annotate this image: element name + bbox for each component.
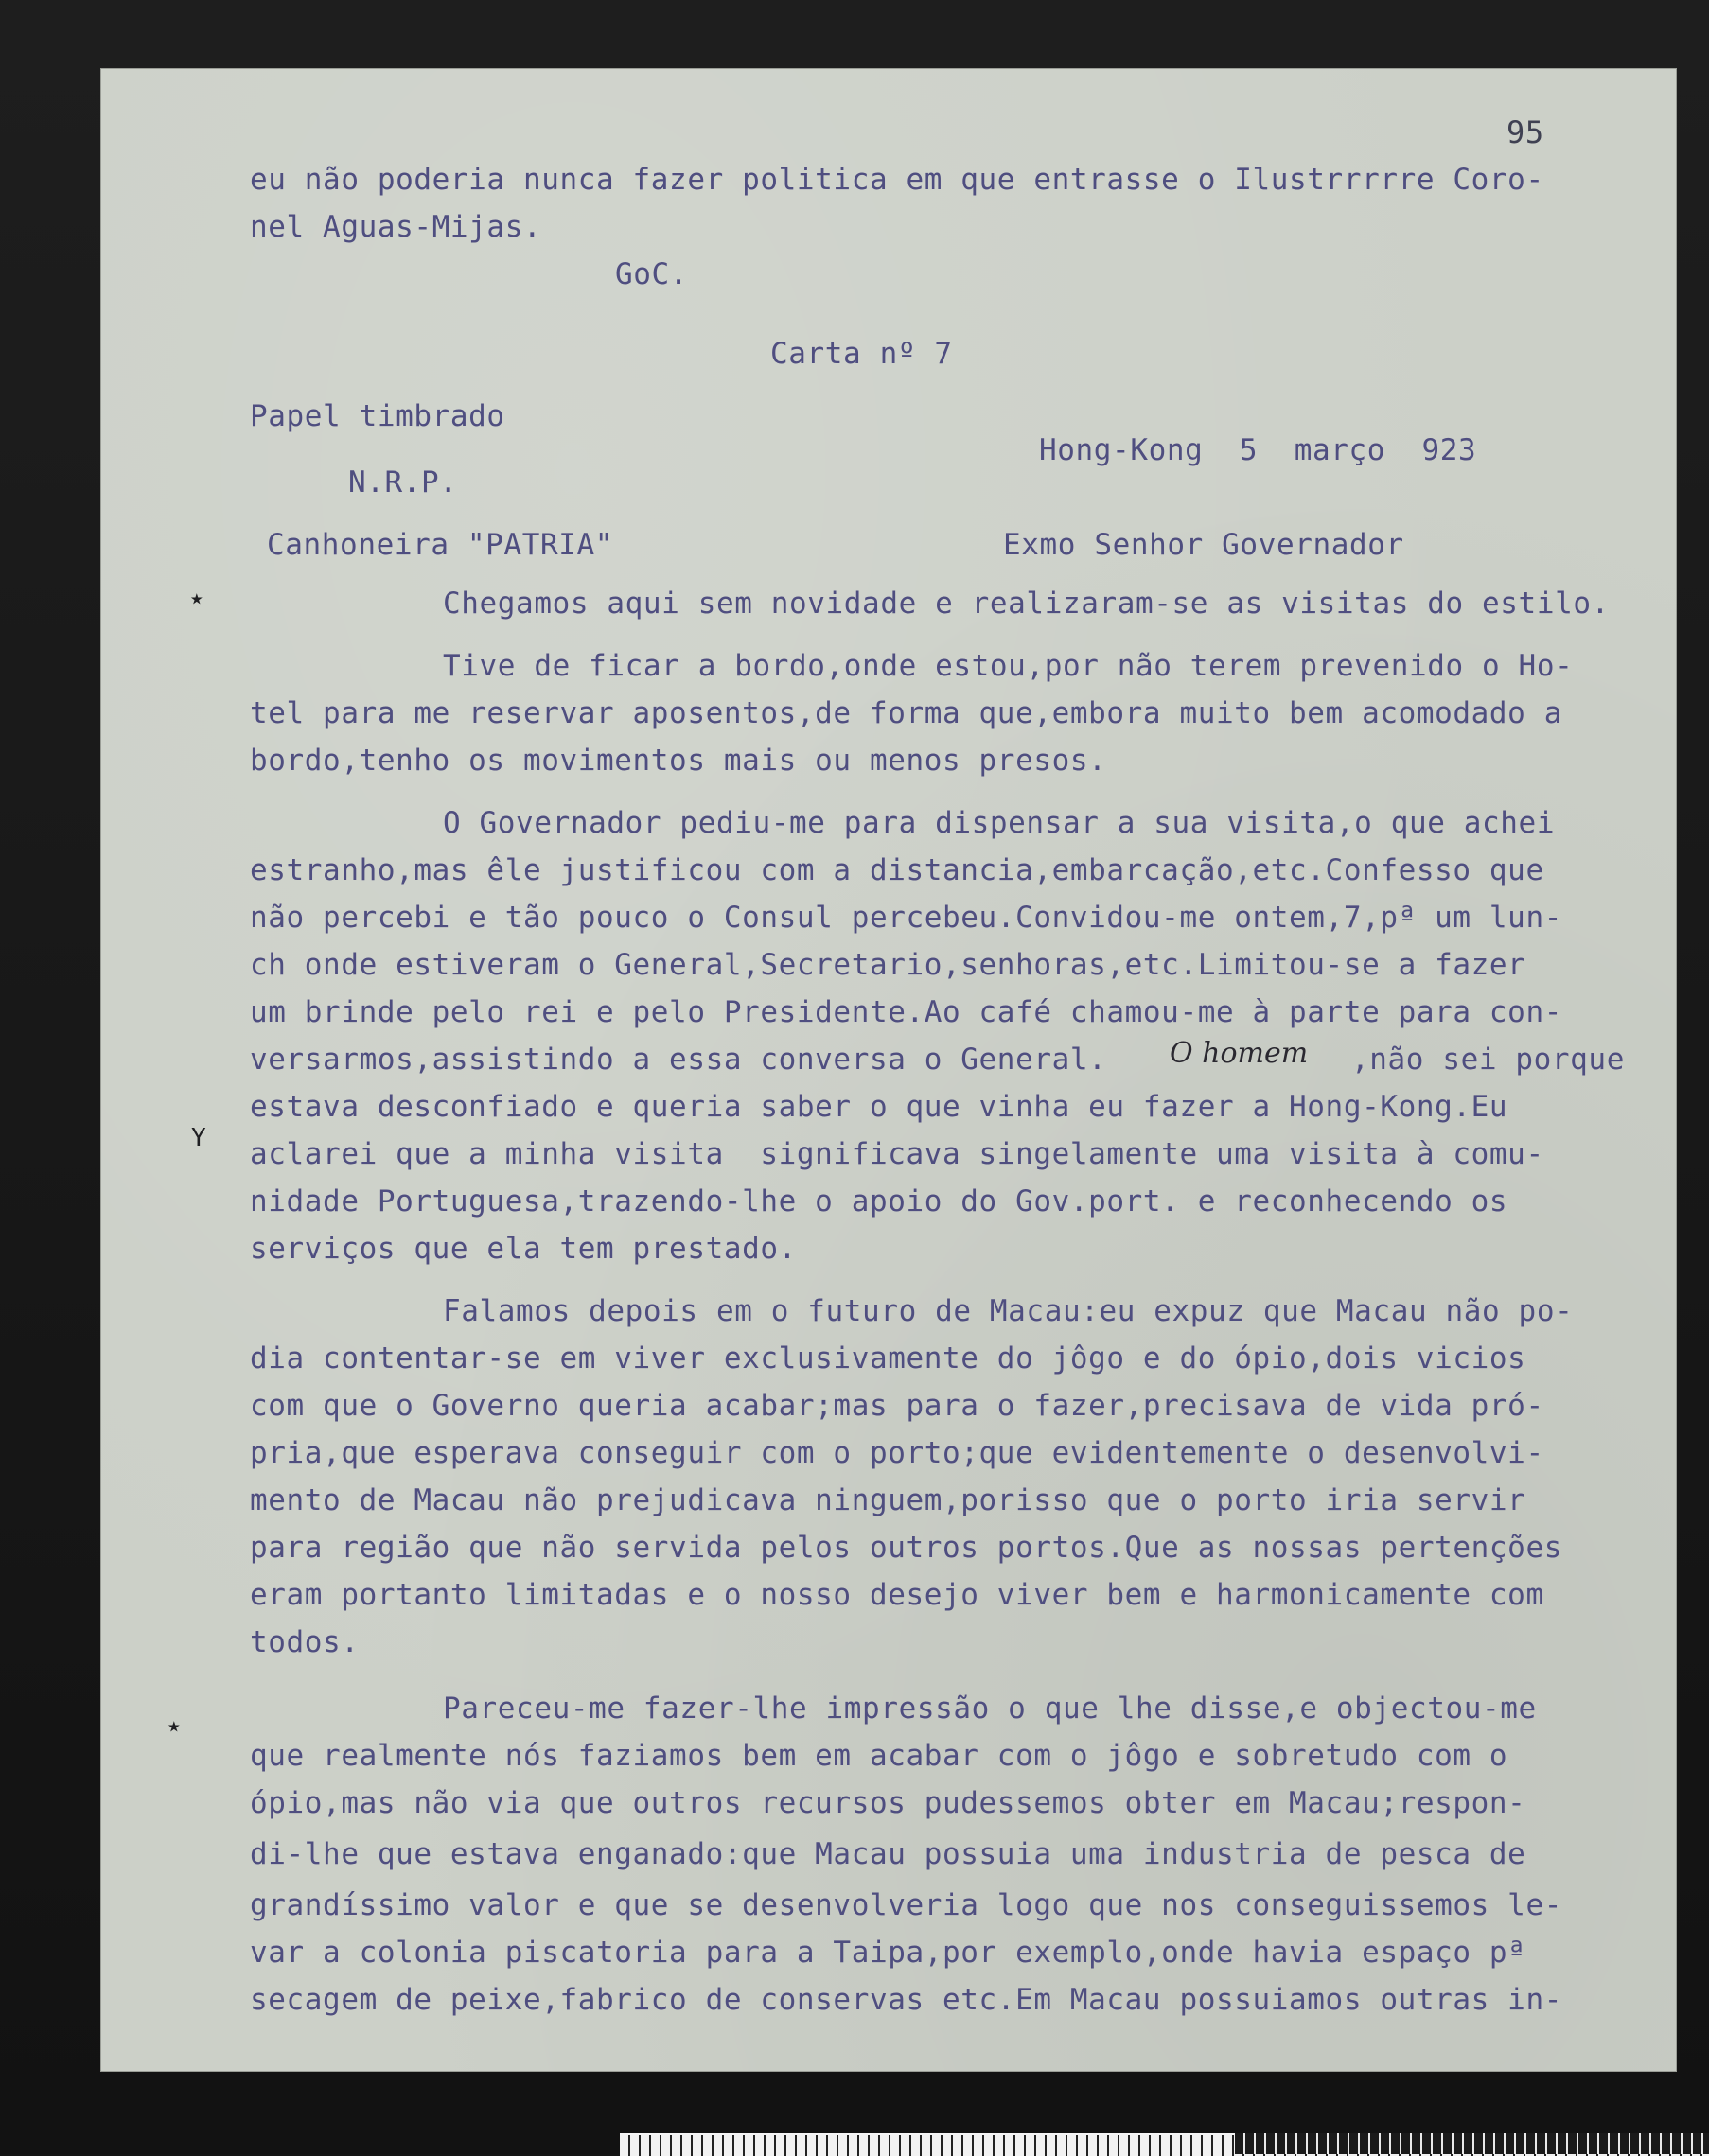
handwritten-note: O homem [1170, 1037, 1309, 1070]
paragraph-line: Tive de ficar a bordo,onde estou,por não terem prevenido o Ho- [443, 649, 1574, 683]
paragraph-line: aclarei que a minha visita significava singelamente uma visita à comu- [250, 1137, 1544, 1171]
letter-heading: Carta nº 7 [770, 337, 953, 371]
paragraph-line: estranho,mas êle justificou com a distancia,embarcação,etc.Confesso que [250, 853, 1544, 887]
paragraph-line: não percebi e tão pouco o Consul percebeu.Convidou-me ontem,7,pª um lun- [250, 901, 1562, 935]
paragraph-line: Pareceu-me fazer-lhe impressão o que lhe disse,e objectou-me [443, 1691, 1537, 1726]
paragraph-line: tel para me reservar aposentos,de forma que,embora muito bem acomodado a [250, 696, 1562, 730]
margin-mark: ٭ [189, 585, 204, 613]
paragraph-line: var a colonia piscatoria para a Taipa,por exemplo,onde havia espaço pª [250, 1936, 1526, 1970]
letterhead-ship-code: N.R.P. [348, 465, 458, 500]
paragraph-line: estava desconfiado e queria saber o que vinha eu fazer a Hong-Kong.Eu [250, 1090, 1508, 1124]
paragraph-line: ch onde estiveram o General,Secretario,senhoras,etc.Limitou-se a fazer [250, 948, 1526, 982]
paragraph-line: eram portanto limitadas e o nosso desejo viver bem e harmonicamente com [250, 1578, 1544, 1612]
margin-mark: ٭ [167, 1712, 182, 1741]
paragraph-line: todos. [250, 1625, 360, 1659]
paragraph-line: ,não sei porque [1351, 1043, 1625, 1077]
date-line: Hong-Kong 5 março 923 [1039, 433, 1477, 467]
scale-ruler-dark-segment [1235, 2133, 1709, 2154]
paragraph-line: ópio,mas não via que outros recursos pudessemos obter em Macau;respon- [250, 1786, 1526, 1820]
paragraph-line: dia contentar-se em viver exclusivamente do jôgo e do ópio,dois vicios [250, 1341, 1526, 1376]
paragraph-line: com que o Governo queria acabar;mas para o fazer,precisava de vida pró- [250, 1389, 1544, 1423]
text-line: eu não poderia nunca fazer politica em que entrasse o Ilustrrrrre Coro- [250, 163, 1544, 197]
paragraph-line: O Governador pediu-me para dispensar a sua visita,o que achei [443, 806, 1556, 840]
salutation: Exmo Senhor Governador [1003, 528, 1404, 562]
paragraph-line: Chegamos aqui sem novidade e realizaram-se as visitas do estilo. [443, 587, 1610, 621]
paragraph-line: nidade Portuguesa,trazendo-lhe o apoio do Gov.port. e reconhecendo os [250, 1184, 1508, 1218]
paragraph-line: versarmos,assistindo a essa conversa o General. [250, 1043, 1107, 1077]
paragraph-line: um brinde pelo rei e pelo Presidente.Ao café chamou-me à parte para con- [250, 995, 1562, 1029]
page-number: 95 [1506, 114, 1544, 150]
letterhead-note: Papel timbrado [250, 399, 505, 433]
paragraph-line: pria,que esperava conseguir com o porto;que evidentemente o desenvolvi- [250, 1436, 1544, 1470]
paragraph-line: di-lhe que estava enganado:que Macau possuia uma industria de pesca de [250, 1837, 1526, 1871]
paragraph-line: grandíssimo valor e que se desenvolveria logo que nos conseguissemos le- [250, 1888, 1562, 1922]
margin-mark: Y [191, 1124, 206, 1152]
signature-initials: GoC. [615, 257, 689, 291]
paragraph-line: para região que não servida pelos outros portos.Que as nossas pertenções [250, 1531, 1562, 1565]
paragraph-line: mento de Macau não prejudicava ninguem,porisso que o porto iria servir [250, 1483, 1526, 1517]
text-line: nel Aguas-Mijas. [250, 210, 542, 244]
paragraph-line: que realmente nós faziamos bem em acabar com o jôgo e sobretudo com o [250, 1739, 1508, 1773]
paragraph-line: Falamos depois em o futuro de Macau:eu expuz que Macau não po- [443, 1294, 1574, 1328]
letterhead-ship-name: Canhoneira "PATRIA" [267, 528, 614, 562]
paragraph-line: bordo,tenho os movimentos mais ou menos presos. [250, 744, 1107, 778]
paragraph-line: secagem de peixe,fabrico de conservas etc.Em Macau possuiamos outras in- [250, 1983, 1562, 2017]
typewritten-page [100, 68, 1677, 2072]
paragraph-line: serviços que ela tem prestado. [250, 1232, 797, 1266]
